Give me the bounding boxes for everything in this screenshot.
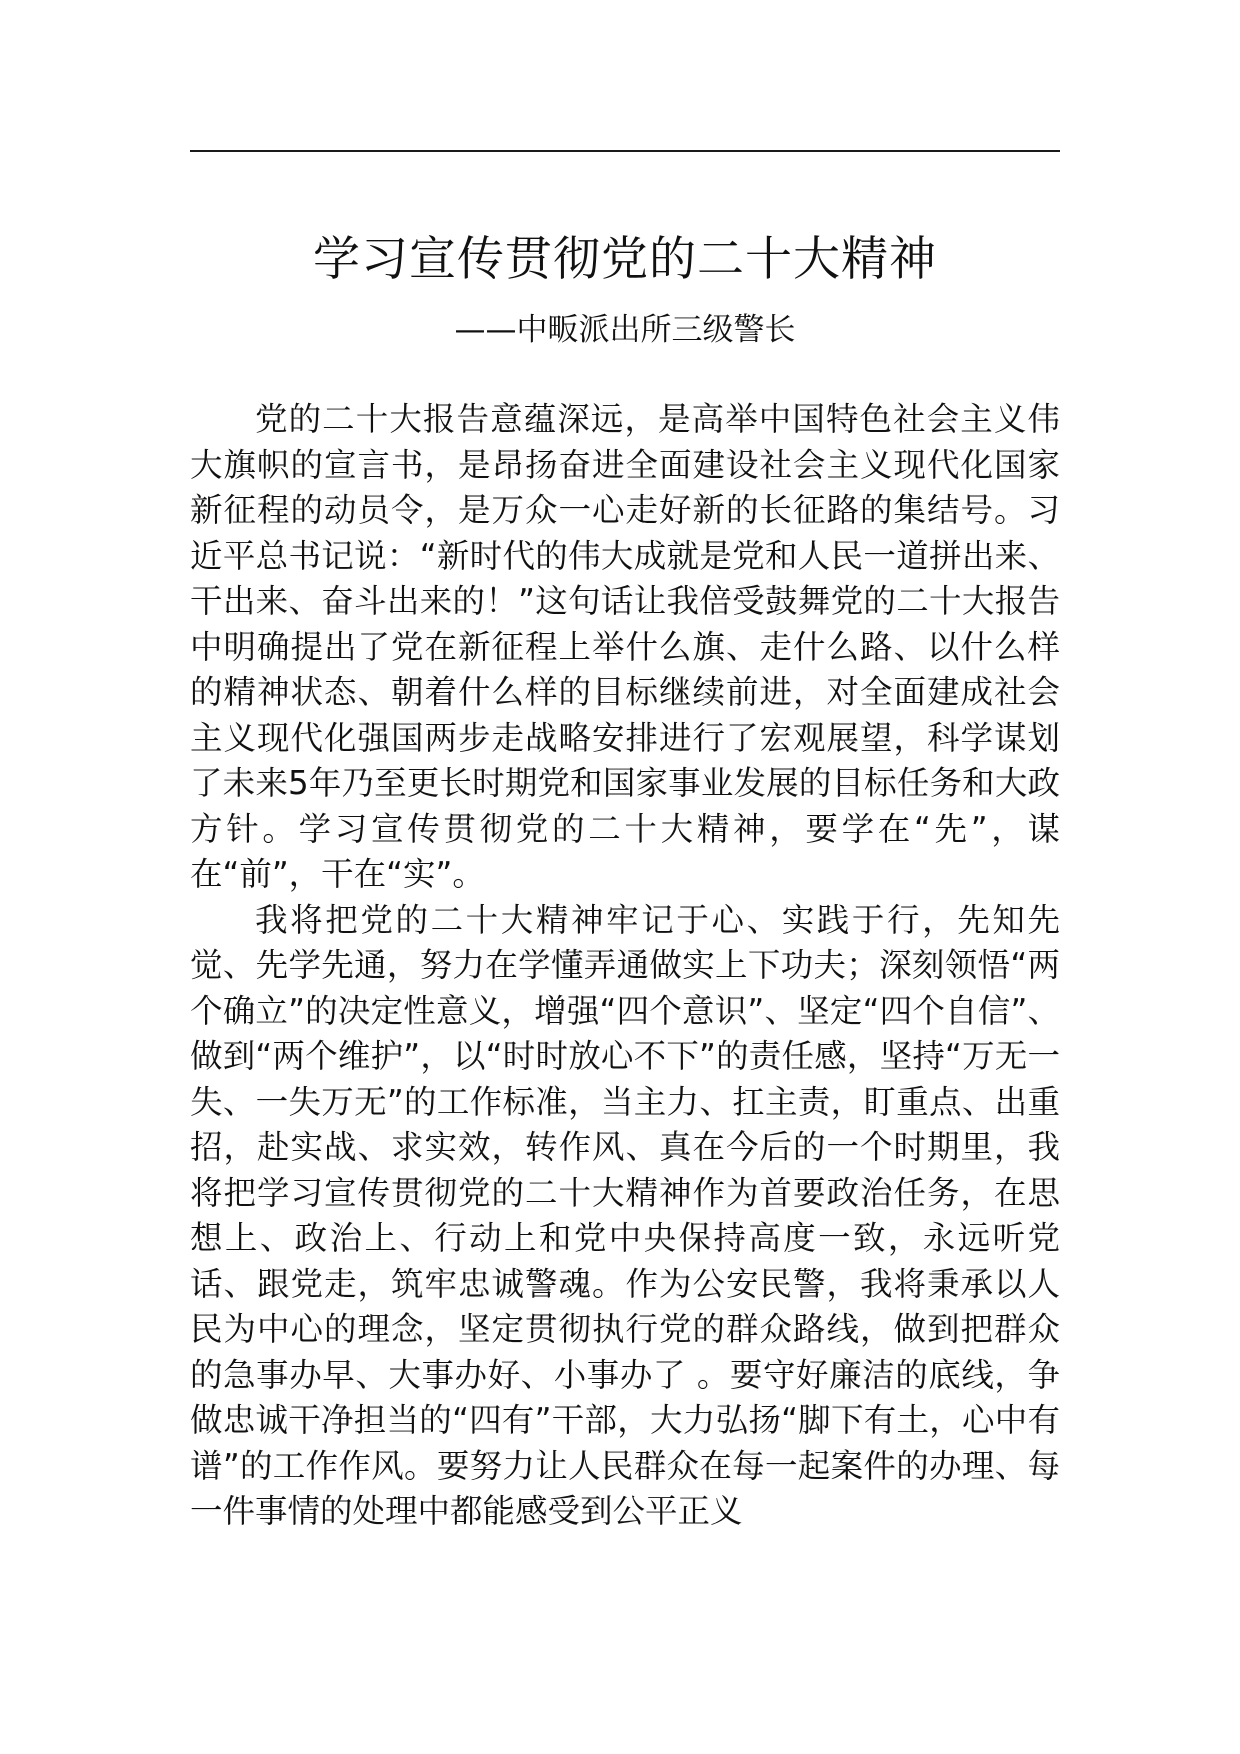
paragraph-2: 我将把党的二十大精神牢记于心、实践于行，先知先觉、先学先通，努力在学懂弄通做实上下功夫；深刻领悟“两个确立”的决定性意义，增强“四个意识”、坚定“四个自信”、做到“两个维护”，以“时时放心不下”的责任感，坚持“万无一失、一失万无”的工作标准，当主力、扛主责，盯重点、出重招，赴实战、求实效，转作风、真在今后的一个时期里，我将把学习宣传贯彻党的二十大精神作为首要政治任务，在思想上、政治上、行动上和党中央保持高度一致，永远听党话、跟党走，筑牢忠诚警魂。作为公安民警，我将秉承以人民为中心的理念，坚定贯彻执行党的群众路线，做到把群众的急事办早、大事办好、小事办了 。要守好廉洁的底线，争做忠诚干净担当的“四有”干部，大力弘扬“脚下有土，心中有谱”的工作作风。要努力让人民群众在每一起案件的办理、每一件事情的处理中都能感受到公平正义 [190, 900, 1060, 1530]
document-body [190, 397, 1060, 1535]
paragraph-1: 党的二十大报告意蕴深远，是高举中国特色社会主义伟大旗帜的宣言书，是昂扬奋进全面建设社会主义现代化国家新征程的动员令，是万众一心走好新的长征路的集结号。习近平总书记说：“新时代的伟大成就是党和人民一道拼出来、干出来、奋斗出来的！”这句话让我倍受鼓舞党的二十大报告中明确提出了党在新征程上举什么旗、走什么路、以什么样的精神状态、朝着什么样的目标继续前进，对全面建成社会主义现代化强国两步走战略安排进行了宏观展望，科学谋划了未来5年乃至更长时期党和国家事业发展的目标任务和大政方针。学习宣传贯彻党的二十大精神，要学在“先”，谋在“前”，干在“实”。 [190, 400, 1060, 893]
document-subtitle: ——中畈派出所三级警长 [454, 312, 796, 348]
document-title: 学习宣传贯彻党的二十大精神 [313, 232, 937, 287]
header-rule [190, 150, 1060, 152]
